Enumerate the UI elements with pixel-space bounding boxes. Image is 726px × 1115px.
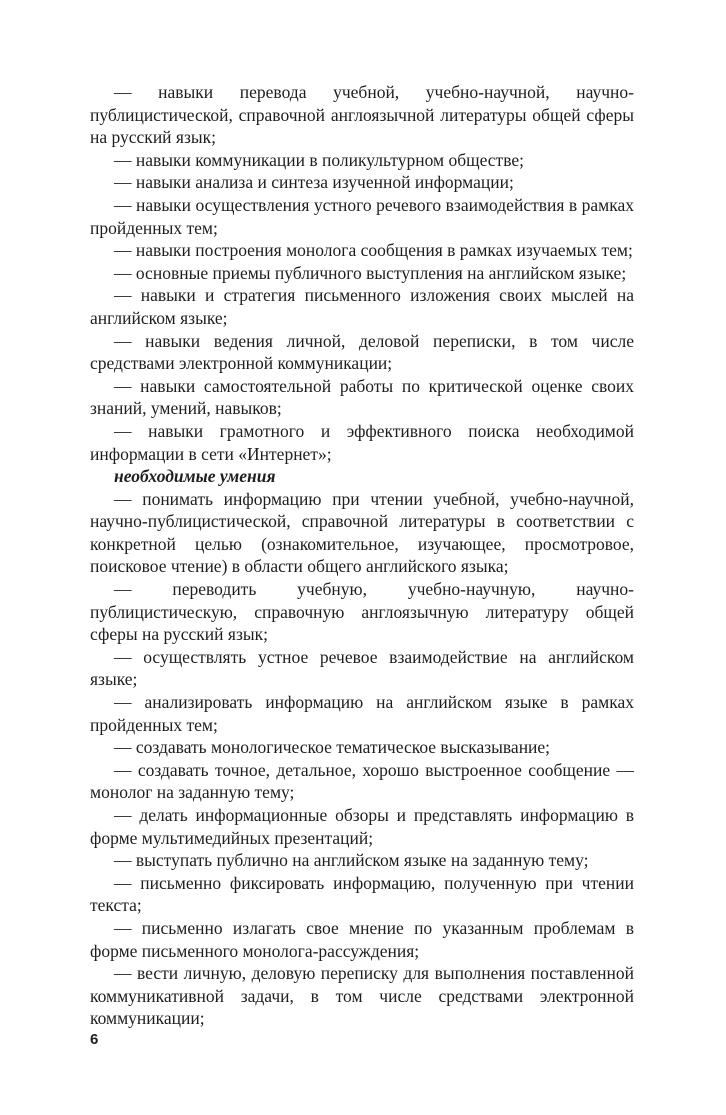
ability-item: — письменно излагать свое мнение по указанным проблемам в форме письменного монолога-рассуждения; bbox=[90, 917, 634, 961]
ability-item: — осуществлять устное речевое взаимодействие на английском языке; bbox=[90, 646, 634, 690]
ability-item: — понимать информацию при чтении учебной, учебно-научной, научно-публицистической, справочной литературы в соответствии с конкретной целью (ознакомительное, изучающее, просмотровое, поисковое чтение) в области общего английского языка; bbox=[90, 488, 634, 577]
ability-item: — вести личную, деловую переписку для выполнения поставленной коммуникативной задачи, в том числе средствами электронной коммуникации; bbox=[90, 963, 634, 1029]
skill-item: — навыки перевода учебной, учебно-научной, научно-публицистической, справочной англоязычной литературы общей сферы на русский язык; bbox=[90, 82, 634, 148]
ability-item: — делать информационные обзоры и представлять информацию в форме мультимедийных презентаций; bbox=[90, 805, 634, 848]
ability-item: — переводить учебную, учебно-научную, научно-публицистическую, справочную англоязычную литературу общей сферы на русский язык; bbox=[90, 579, 634, 645]
ability-item: — анализировать информацию на английском языке в рамках пройденных тем; bbox=[90, 692, 634, 735]
skill-item: — навыки грамотного и эффективного поиска необходимой информации в сети «Интернет»; bbox=[90, 420, 634, 464]
skill-item: — навыки построения монолога сообщения в рамках изучаемых тем; bbox=[114, 240, 633, 261]
skill-item: — навыки и стратегия письменного изложения своих мыслей на английском языке; bbox=[90, 285, 634, 328]
skill-item: — навыки ведения личной, деловой переписки, в том числе средствами электронной коммуникации; bbox=[90, 330, 634, 374]
skill-item: — навыки самостоятельной работы по критической оценке своих знаний, умений, навыков; bbox=[90, 375, 634, 419]
ability-item: — создавать монологическое тематическое высказывание; bbox=[114, 737, 551, 758]
skill-item: — навыки осуществления устного речевого взаимодействия в рамках пройденных тем; bbox=[90, 194, 634, 238]
skill-item: — навыки анализа и синтеза изученной информации; bbox=[114, 172, 514, 193]
ability-item: — создавать точное, детальное, хорошо выстроенное сообщение — монолог на заданную тему; bbox=[90, 759, 634, 803]
body-text bbox=[90, 81, 634, 1030]
skill-item: — навыки коммуникации в поликультурном обществе; bbox=[114, 149, 524, 170]
page-number: 6 bbox=[90, 1031, 99, 1048]
ability-item: — письменно фиксировать информацию, полученную при чтении текста; bbox=[90, 872, 634, 916]
abilities-heading: необходимые умения bbox=[114, 466, 276, 487]
skill-item: — основные приемы публичного выступления на английском языке; bbox=[114, 262, 627, 283]
ability-item: — выступать публично на английском языке на заданную тему; bbox=[114, 850, 589, 871]
